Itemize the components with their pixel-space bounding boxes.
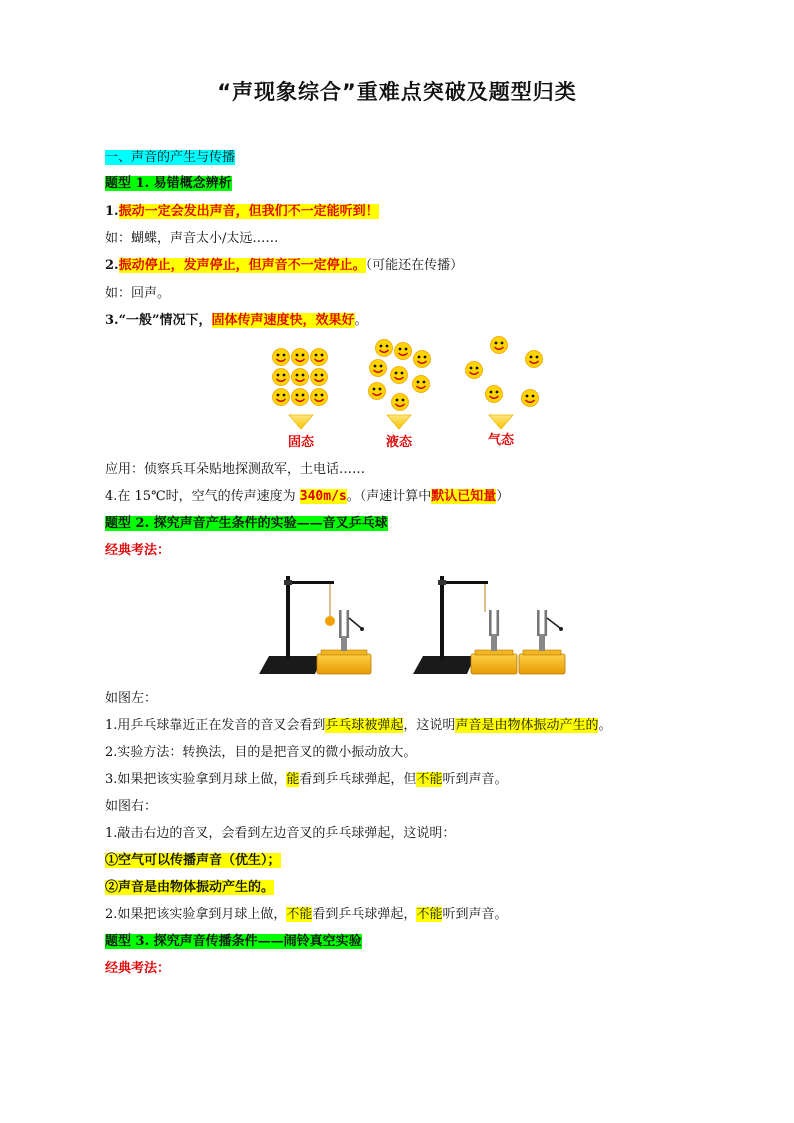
highlight: 默认已知量	[431, 489, 497, 504]
sound-speed-line: 4.在 15℃时，空气的传声速度为 340m/s。（声速计算中默认已知量）	[105, 489, 510, 504]
tuning-fork-experiment-figure	[255, 568, 575, 683]
highlight: 不能	[286, 907, 313, 922]
left-point-1: 1.用乒乓球靠近正在发音的音叉会看到乒乓球被弹起，这说明声音是由物体振动产生的。	[105, 718, 612, 733]
concept-example-1: 如：蝴蝶，声音太小/太远……	[105, 231, 279, 246]
page-title: “声现象综合”重难点突破及题型归类	[217, 80, 577, 104]
gas-particles	[466, 337, 543, 407]
highlight: ②声音是由物体振动产生的。	[105, 880, 275, 895]
highlight: 不能	[416, 772, 443, 787]
highlight: 声音是由物体振动产生的	[455, 718, 599, 733]
right-point-1b	[105, 878, 274, 898]
question-type-3-label: 题型 3. 探究声音传播条件——闹铃真空实验	[105, 934, 362, 949]
left-setup	[259, 576, 371, 674]
left-point-2: 2.实验方法：转换法，目的是把音叉的微小振动放大。	[105, 745, 417, 760]
right-point-1: 1.敲击右边的音叉，会看到左边音叉的乒乓球弹起，这说明：	[105, 826, 456, 841]
state-label-liquid: 液态	[385, 435, 413, 450]
application-line: 应用：侦察兵耳朵贴地探测敌军，土电话……	[105, 462, 366, 477]
concept-line-3: 3.“一般”情况下，固体传声速度快，效果好。	[105, 313, 368, 328]
question-type-2-label: 题型 2. 探究声音产生条件的实验——音叉乒乓球	[105, 516, 388, 531]
concept-line-1: 1.振动一定会发出声音，但我们不一定能听到！	[105, 204, 379, 219]
arrow-down-icon	[489, 415, 513, 429]
state-label-solid: 固态	[287, 435, 315, 450]
section-heading	[105, 148, 235, 168]
left-point-3: 3.如果把该实验拿到月球上做，能看到乒乓球弹起，但不能听到声音。	[105, 772, 508, 787]
right-setup	[413, 576, 565, 674]
section-heading-text: 一、声音的产生与传播	[105, 150, 236, 165]
highlight: 能	[286, 772, 300, 787]
highlight: ①空气可以传播声音（优生）；	[105, 853, 281, 868]
figure-right-heading: 如图右：	[105, 799, 158, 814]
solid-particles	[273, 349, 328, 406]
arrow-down-icon	[289, 415, 313, 429]
arrow-down-icon	[387, 415, 411, 429]
sound-speed-value: 340m/s	[299, 489, 347, 504]
concept-example-2: 如：回声。	[105, 286, 171, 301]
liquid-particles	[369, 340, 431, 411]
right-point-1a	[105, 851, 281, 871]
highlight: 振动停止，发声停止，但声音不一定停止。	[118, 258, 366, 273]
concept-line-2: 2.振动停止，发声停止，但声音不一定停止。（可能还在传播）	[105, 258, 464, 273]
state-label-gas: 气态	[487, 433, 515, 448]
question-type-1-label: 题型 1. 易错概念辨析	[105, 176, 232, 191]
classic-method-label: 经典考法：	[105, 543, 171, 558]
states-of-matter-figure	[262, 335, 552, 455]
classic-method-label: 经典考法：	[105, 961, 171, 976]
figure-left-heading: 如图左：	[105, 691, 158, 706]
highlight: 不能	[416, 907, 443, 922]
highlight: 振动一定会发出声音，但我们不一定能听到！	[118, 204, 379, 219]
right-point-2: 2.如果把该实验拿到月球上做，不能看到乒乓球弹起，不能听到声音。	[105, 907, 508, 922]
highlight: 固体传声速度快，效果好	[211, 313, 355, 328]
highlight: 乒乓球被弹起	[325, 718, 404, 733]
